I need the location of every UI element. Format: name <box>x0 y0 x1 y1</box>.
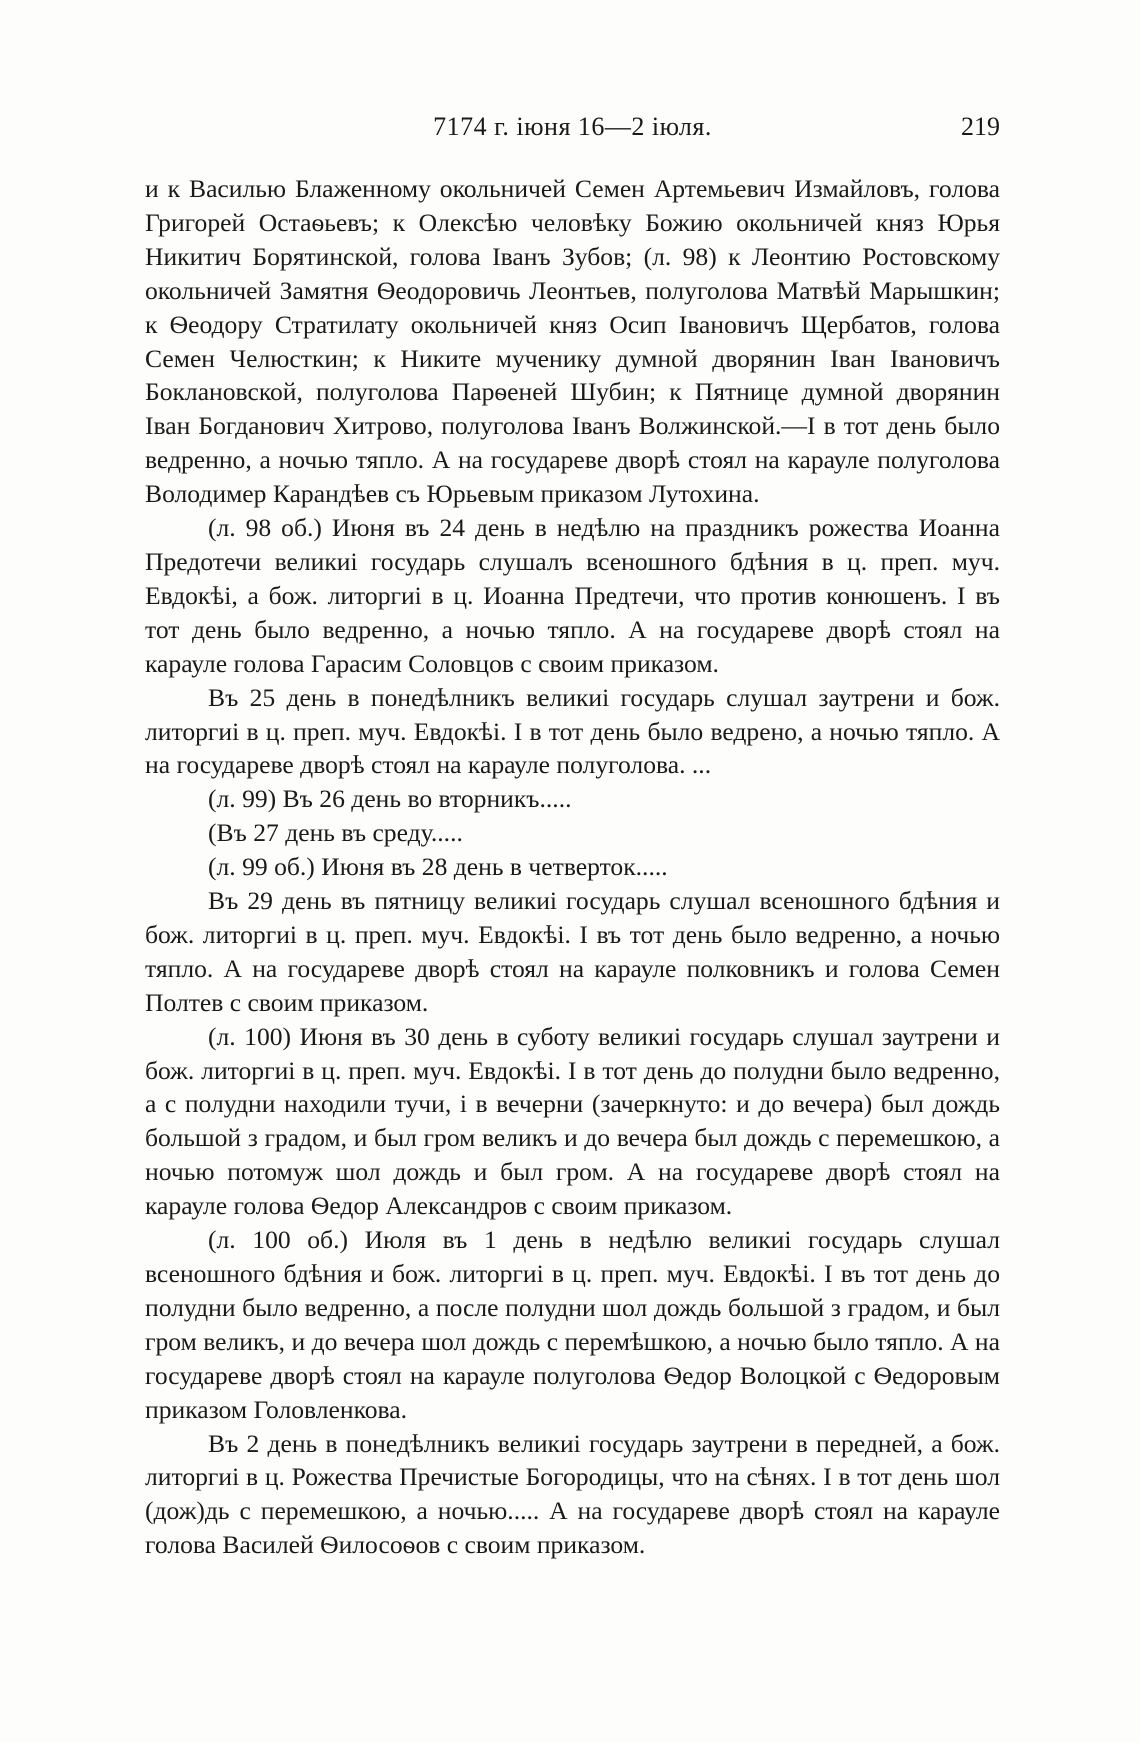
paragraph-june-26: (л. 99) Въ 26 день во вторникъ..... <box>208 784 572 814</box>
page-number: 219 <box>961 112 1000 141</box>
paragraph-continuation: и к Василью Блаженному окольничей Семен Артемьевич Измайловъ, голова Григорей Остаѳьевъ; к Олексѣю человѣку Божию окольничей княз Юрья Никитич Борятинской, голова Іванъ Зубов; (л. 98) к Леонтию Ростовскому окольничей Замятня Ѳеодоровичь Леонтьев, полуголова Матвѣй Марышкин; к Ѳеодору Стратилату окольничей княз Осип Івановичъ Щербатов, голова Семен Челюсткин; к Никите мученику думной дворянин Іван Івановичъ Боклановской, полуголова Парѳеней Шубин; к Пятнице думной дворянин Іван Богданович Хитрово, полуголова Іванъ Волжинской.—І в тот день было ведренно, а ночью тяпло. А на государеве дворѣ стоял на карауле полуголова Володимер Карандѣев съ Юрьевым приказом Лутохина. <box>145 174 1000 509</box>
paragraph-june-30: (л. 100) Июня въ 30 день в суботу великиі государь слушал заутрени и бож. литоргиі в ц. преп. муч. Евдокѣі. І в тот день до полудни было ведренно, а с полудни находили тучи, і в вечерни (зачеркнуто: и до вечера) был дождь большой з градом, и был гром великъ и до вечера был дождь с перемешкою, а ночью потомуж шол дождь и был гром. А на государеве дворѣ стоял на карауле голова Ѳедор Александров с своим приказом. <box>145 1021 1000 1221</box>
running-title: 7174 г. іюня 16—2 іюля. <box>433 112 712 141</box>
paragraph-june-27: (Въ 27 день въ среду..... <box>208 818 463 848</box>
paragraph-july-2: Въ 2 день в понедѣлникъ великиі государь заутрени в передней, а бож. литоргиі в ц. Рожества Пречистые Богородицы, что на сѣнях. І в тот день шол (дож)дь с перемешкою, а ночью..... А на государеве дворѣ стоял на карауле голова Василей Ѳилосоѳов с своим приказом. <box>145 1428 1000 1560</box>
paragraph-june-24: (л. 98 об.) Июня въ 24 день в недѣлю на праздникъ рожества Иоанна Предотечи великиі государь слушалъ всеношного бдѣния в ц. преп. муч. Евдокѣі, а бож. литоргиі в ц. Иоанна Предтечи, что против конюшенъ. І въ тот день было ведренно, а ночью тяпло. А на государеве дворѣ стоял на карауле голова Гарасим Соловцов с своим приказом. <box>145 513 1000 678</box>
body-text <box>145 172 1000 1562</box>
paragraph-july-1: (л. 100 об.) Июля въ 1 день в недѣлю великиі государь слушал всеношного бдѣния и бож. литоргиі в ц. преп. муч. Евдокѣі. І въ тот день до полудни было ведренно, а после полудни шол дождь большой з градом, и был гром великъ, и до вечера шол дождь с перемѣшкою, а ночью было тяпло. А на государеве дворѣ стоял на карауле полуголова Ѳедор Волоцкой с Ѳедоровым приказом Головленкова. <box>145 1225 1000 1424</box>
page-header <box>145 112 1000 152</box>
paragraph-june-25: Въ 25 день в понедѣлникъ великиі государь слушал заутрени и бож. литоргиі в ц. преп. муч. Евдокѣі. І в тот день было ведрено, а ночью тяпло. А на государеве дворѣ стоял на карауле полуголова. ... <box>145 682 1000 780</box>
paragraph-june-29: Въ 29 день въ пятницу великиі государь слушал всеношного бдѣния и бож. литоргиі в ц. преп. муч. Евдокѣі. І въ тот день было ведренно, а ночью тяпло. А на государеве дворѣ стоял на карауле полковникъ и голова Семен Полтев с своим приказом. <box>145 886 1000 1017</box>
paragraph-june-28: (л. 99 об.) Июня въ 28 день в четверток..... <box>208 852 668 882</box>
